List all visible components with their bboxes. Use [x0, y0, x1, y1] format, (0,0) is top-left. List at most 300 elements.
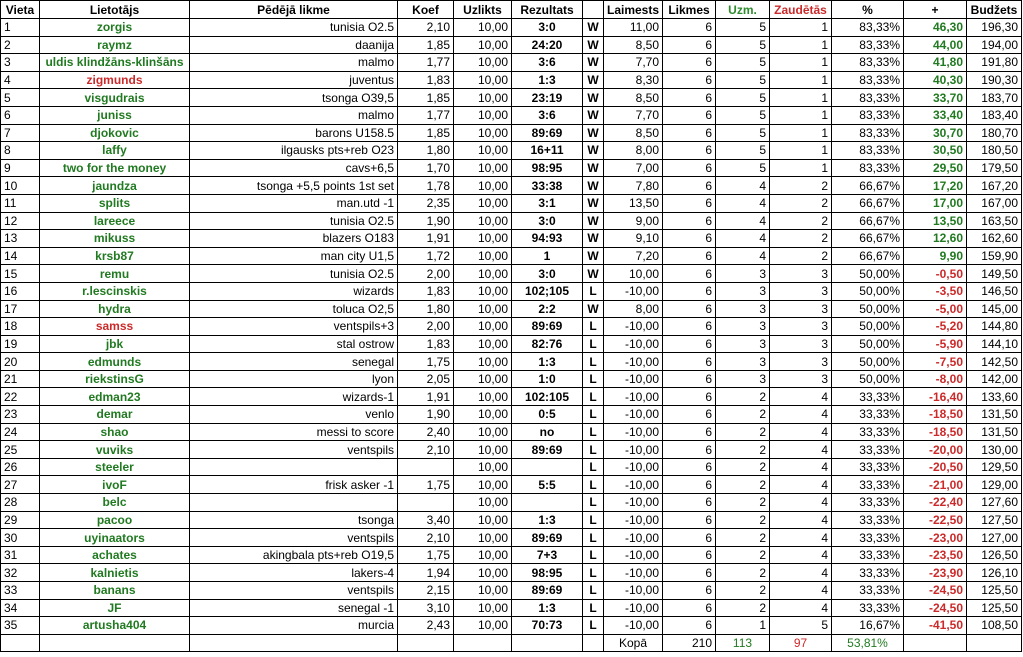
cell-user[interactable]: visgudrais: [40, 89, 190, 107]
cell-pedeja-likme[interactable]: senegal: [190, 353, 398, 371]
cell-uzm[interactable]: 3: [716, 265, 770, 283]
cell-laimests[interactable]: -10,00: [604, 388, 663, 406]
cell-budzets[interactable]: 167,20: [967, 177, 1022, 195]
cell-uzlikts[interactable]: 10,00: [454, 318, 512, 336]
cell-laimests[interactable]: -10,00: [604, 494, 663, 512]
cell-uzlikts[interactable]: 10,00: [454, 441, 512, 459]
cell-wl[interactable]: L: [583, 406, 604, 424]
cell-uzm[interactable]: 5: [716, 124, 770, 142]
cell-user[interactable]: splits: [40, 194, 190, 212]
cell-pedeja-likme[interactable]: tunisia O2.5: [190, 265, 398, 283]
cell-pedeja-likme[interactable]: wizards-1: [190, 388, 398, 406]
cell-wl[interactable]: L: [583, 511, 604, 529]
cell-wl[interactable]: W: [583, 300, 604, 318]
cell-vieta[interactable]: 3: [1, 54, 40, 72]
cell-plus[interactable]: 9,90: [904, 247, 967, 265]
cell-likmes[interactable]: 6: [663, 582, 716, 600]
cell-laimests[interactable]: -10,00: [604, 582, 663, 600]
cell-zaudetas[interactable]: 3: [770, 282, 832, 300]
cell-budzets[interactable]: 142,50: [967, 353, 1022, 371]
cell-vieta[interactable]: 25: [1, 441, 40, 459]
cell-zaudetas[interactable]: 2: [770, 177, 832, 195]
header-budzets[interactable]: Budžets: [967, 1, 1022, 19]
cell-koef[interactable]: 1,77: [398, 106, 454, 124]
cell-wl[interactable]: L: [583, 617, 604, 635]
cell-vieta[interactable]: 20: [1, 353, 40, 371]
cell-vieta[interactable]: 29: [1, 511, 40, 529]
cell-budzets[interactable]: 125,50: [967, 599, 1022, 617]
cell-budzets[interactable]: 159,90: [967, 247, 1022, 265]
cell-uzm[interactable]: 1: [716, 617, 770, 635]
cell-koef[interactable]: 1,80: [398, 142, 454, 160]
cell-likmes[interactable]: 6: [663, 142, 716, 160]
cell-uzlikts[interactable]: 10,00: [454, 177, 512, 195]
totals-likmes[interactable]: 210: [663, 634, 716, 652]
cell-uzm[interactable]: 4: [716, 212, 770, 230]
cell-pct[interactable]: 66,67%: [832, 247, 904, 265]
cell-uzm[interactable]: 3: [716, 370, 770, 388]
cell-vieta[interactable]: 1: [1, 19, 40, 37]
cell-uzlikts[interactable]: 10,00: [454, 142, 512, 160]
cell-zaudetas[interactable]: 1: [770, 54, 832, 72]
cell-pedeja-likme[interactable]: tunisia O2.5: [190, 212, 398, 230]
cell-koef[interactable]: 1,75: [398, 546, 454, 564]
header-uzm[interactable]: Uzm.: [716, 1, 770, 19]
cell-pct[interactable]: 83,33%: [832, 89, 904, 107]
cell-pct[interactable]: 50,00%: [832, 335, 904, 353]
cell-rezultats[interactable]: 1:3: [512, 511, 583, 529]
cell-rezultats[interactable]: 3:6: [512, 54, 583, 72]
cell-uzm[interactable]: 3: [716, 282, 770, 300]
cell-wl[interactable]: W: [583, 36, 604, 54]
cell-likmes[interactable]: 6: [663, 494, 716, 512]
totals-pct[interactable]: 53,81%: [832, 634, 904, 652]
cell-pct[interactable]: 50,00%: [832, 265, 904, 283]
cell-rezultats[interactable]: 23:19: [512, 89, 583, 107]
cell-zaudetas[interactable]: 2: [770, 194, 832, 212]
cell-budzets[interactable]: 142,00: [967, 370, 1022, 388]
cell-rezultats[interactable]: 98:95: [512, 159, 583, 177]
cell-pedeja-likme[interactable]: ventspils: [190, 529, 398, 547]
cell-vieta[interactable]: 30: [1, 529, 40, 547]
cell-vieta[interactable]: 17: [1, 300, 40, 318]
cell-pedeja-likme[interactable]: ventspils: [190, 441, 398, 459]
cell-budzets[interactable]: 183,70: [967, 89, 1022, 107]
cell-rezultats[interactable]: [512, 494, 583, 512]
cell-plus[interactable]: -23,90: [904, 564, 967, 582]
cell-uzm[interactable]: 3: [716, 300, 770, 318]
cell-plus[interactable]: 44,00: [904, 36, 967, 54]
cell-laimests[interactable]: -10,00: [604, 511, 663, 529]
cell-rezultats[interactable]: 3:0: [512, 212, 583, 230]
cell-pct[interactable]: 66,67%: [832, 230, 904, 248]
cell-rezultats[interactable]: 89:69: [512, 441, 583, 459]
cell-likmes[interactable]: 6: [663, 36, 716, 54]
header-koef[interactable]: Koef: [398, 1, 454, 19]
cell-koef[interactable]: 1,94: [398, 564, 454, 582]
cell-zaudetas[interactable]: 1: [770, 142, 832, 160]
cell-laimests[interactable]: -10,00: [604, 353, 663, 371]
header-wl[interactable]: [583, 1, 604, 19]
cell-pedeja-likme[interactable]: ventspils+3: [190, 318, 398, 336]
cell-zaudetas[interactable]: 3: [770, 300, 832, 318]
cell-pct[interactable]: 66,67%: [832, 177, 904, 195]
cell-budzets[interactable]: 146,50: [967, 282, 1022, 300]
header-likmes[interactable]: Likmes: [663, 1, 716, 19]
cell-user[interactable]: r.lescinskis: [40, 282, 190, 300]
cell-uzm[interactable]: 5: [716, 142, 770, 160]
cell-uzm[interactable]: 5: [716, 159, 770, 177]
cell-laimests[interactable]: 7,80: [604, 177, 663, 195]
cell-uzlikts[interactable]: 10,00: [454, 476, 512, 494]
cell-likmes[interactable]: 6: [663, 564, 716, 582]
cell-rezultats[interactable]: 16+11: [512, 142, 583, 160]
cell-vieta[interactable]: 34: [1, 599, 40, 617]
cell-pct[interactable]: 33,33%: [832, 423, 904, 441]
cell-koef[interactable]: 2,00: [398, 265, 454, 283]
cell-pct[interactable]: 50,00%: [832, 370, 904, 388]
cell-pedeja-likme[interactable]: tsonga +5,5 points 1st set: [190, 177, 398, 195]
cell-uzm[interactable]: 2: [716, 564, 770, 582]
cell-user[interactable]: raymz: [40, 36, 190, 54]
header-pedeja-likme[interactable]: Pēdējā likme: [190, 1, 398, 19]
cell-koef[interactable]: 1,91: [398, 230, 454, 248]
cell-laimests[interactable]: 8,30: [604, 71, 663, 89]
cell-wl[interactable]: W: [583, 247, 604, 265]
cell-zaudetas[interactable]: 4: [770, 511, 832, 529]
cell-pct[interactable]: 33,33%: [832, 564, 904, 582]
cell-budzets[interactable]: 127,00: [967, 529, 1022, 547]
cell-vieta[interactable]: 10: [1, 177, 40, 195]
cell-zaudetas[interactable]: 1: [770, 36, 832, 54]
cell-pedeja-likme[interactable]: tsonga O39,5: [190, 89, 398, 107]
cell-plus[interactable]: -5,90: [904, 335, 967, 353]
cell-pedeja-likme[interactable]: man city U1,5: [190, 247, 398, 265]
cell-plus[interactable]: 12,60: [904, 230, 967, 248]
cell-uzm[interactable]: 5: [716, 89, 770, 107]
cell-likmes[interactable]: 6: [663, 54, 716, 72]
cell-pedeja-likme[interactable]: murcia: [190, 617, 398, 635]
cell-laimests[interactable]: 13,50: [604, 194, 663, 212]
cell-likmes[interactable]: 6: [663, 230, 716, 248]
cell-user[interactable]: samss: [40, 318, 190, 336]
cell-vieta[interactable]: 16: [1, 282, 40, 300]
cell-pedeja-likme[interactable]: blazers O183: [190, 230, 398, 248]
cell-likmes[interactable]: 6: [663, 335, 716, 353]
cell-zaudetas[interactable]: 4: [770, 441, 832, 459]
cell-rezultats[interactable]: 1: [512, 247, 583, 265]
cell-vieta[interactable]: 7: [1, 124, 40, 142]
cell-koef[interactable]: 1,72: [398, 247, 454, 265]
cell-wl[interactable]: W: [583, 106, 604, 124]
cell-koef[interactable]: 2,00: [398, 318, 454, 336]
cell-vieta[interactable]: 19: [1, 335, 40, 353]
cell-pct[interactable]: 66,67%: [832, 212, 904, 230]
cell-uzm[interactable]: 2: [716, 476, 770, 494]
cell-rezultats[interactable]: 3:0: [512, 19, 583, 37]
cell-koef[interactable]: 1,85: [398, 89, 454, 107]
cell-wl[interactable]: L: [583, 582, 604, 600]
cell-wl[interactable]: W: [583, 124, 604, 142]
cell-uzm[interactable]: 3: [716, 353, 770, 371]
cell-pedeja-likme[interactable]: lakers-4: [190, 564, 398, 582]
cell-plus[interactable]: -8,00: [904, 370, 967, 388]
cell-rezultats[interactable]: 102;105: [512, 282, 583, 300]
cell-wl[interactable]: W: [583, 89, 604, 107]
cell-koef[interactable]: 2,40: [398, 423, 454, 441]
cell-plus[interactable]: 17,00: [904, 194, 967, 212]
cell-pedeja-likme[interactable]: stal ostrow: [190, 335, 398, 353]
cell-pct[interactable]: 33,33%: [832, 406, 904, 424]
cell-vieta[interactable]: 22: [1, 388, 40, 406]
cell-wl[interactable]: L: [583, 529, 604, 547]
cell-pct[interactable]: 83,33%: [832, 106, 904, 124]
cell-wl[interactable]: W: [583, 142, 604, 160]
cell-koef[interactable]: 2,05: [398, 370, 454, 388]
cell-pct[interactable]: 50,00%: [832, 300, 904, 318]
cell-laimests[interactable]: -10,00: [604, 370, 663, 388]
cell-zaudetas[interactable]: 1: [770, 19, 832, 37]
cell-pedeja-likme[interactable]: toluca O2,5: [190, 300, 398, 318]
cell-vieta[interactable]: 5: [1, 89, 40, 107]
cell-likmes[interactable]: 6: [663, 71, 716, 89]
cell-laimests[interactable]: -10,00: [604, 476, 663, 494]
cell-uzlikts[interactable]: 10,00: [454, 247, 512, 265]
cell-zaudetas[interactable]: 3: [770, 353, 832, 371]
cell-pedeja-likme[interactable]: venlo: [190, 406, 398, 424]
cell-likmes[interactable]: 6: [663, 212, 716, 230]
header-uzlikts[interactable]: Uzlikts: [454, 1, 512, 19]
cell-uzm[interactable]: 2: [716, 546, 770, 564]
cell-rezultats[interactable]: 0:5: [512, 406, 583, 424]
cell-uzlikts[interactable]: 10,00: [454, 599, 512, 617]
cell-wl[interactable]: W: [583, 159, 604, 177]
cell-budzets[interactable]: 191,80: [967, 54, 1022, 72]
cell-zaudetas[interactable]: 2: [770, 230, 832, 248]
cell-pedeja-likme[interactable]: ilgausks pts+reb O23: [190, 142, 398, 160]
cell-uzm[interactable]: 2: [716, 458, 770, 476]
cell-laimests[interactable]: -10,00: [604, 335, 663, 353]
cell-user[interactable]: jbk: [40, 335, 190, 353]
cell-zaudetas[interactable]: 3: [770, 370, 832, 388]
cell-zaudetas[interactable]: 2: [770, 212, 832, 230]
cell-rezultats[interactable]: 98:95: [512, 564, 583, 582]
cell-user[interactable]: mikuss: [40, 230, 190, 248]
cell-likmes[interactable]: 6: [663, 353, 716, 371]
cell-likmes[interactable]: 6: [663, 406, 716, 424]
cell-wl[interactable]: W: [583, 19, 604, 37]
cell-laimests[interactable]: -10,00: [604, 441, 663, 459]
cell-user[interactable]: achates: [40, 546, 190, 564]
cell-koef[interactable]: [398, 494, 454, 512]
cell-laimests[interactable]: -10,00: [604, 564, 663, 582]
cell-wl[interactable]: L: [583, 423, 604, 441]
cell-pct[interactable]: 33,33%: [832, 546, 904, 564]
cell-zaudetas[interactable]: 3: [770, 265, 832, 283]
cell-wl[interactable]: L: [583, 458, 604, 476]
cell-vieta[interactable]: 18: [1, 318, 40, 336]
cell-uzlikts[interactable]: 10,00: [454, 282, 512, 300]
cell-pct[interactable]: 83,33%: [832, 54, 904, 72]
cell-pct[interactable]: 33,33%: [832, 582, 904, 600]
cell-user[interactable]: ivoF: [40, 476, 190, 494]
cell-pedeja-likme[interactable]: cavs+6,5: [190, 159, 398, 177]
cell-uzm[interactable]: 5: [716, 36, 770, 54]
cell-uzlikts[interactable]: 10,00: [454, 54, 512, 72]
cell-laimests[interactable]: 9,00: [604, 212, 663, 230]
cell-pct[interactable]: 83,33%: [832, 124, 904, 142]
cell-uzlikts[interactable]: 10,00: [454, 617, 512, 635]
cell-uzlikts[interactable]: 10,00: [454, 106, 512, 124]
cell-vieta[interactable]: 24: [1, 423, 40, 441]
cell-plus[interactable]: 30,50: [904, 142, 967, 160]
cell-wl[interactable]: L: [583, 318, 604, 336]
cell-uzlikts[interactable]: 10,00: [454, 546, 512, 564]
totals-cell-empty[interactable]: [904, 634, 967, 652]
cell-plus[interactable]: 13,50: [904, 212, 967, 230]
cell-koef[interactable]: 1,91: [398, 388, 454, 406]
cell-uzlikts[interactable]: 10,00: [454, 194, 512, 212]
totals-cell-empty[interactable]: [454, 634, 512, 652]
cell-likmes[interactable]: 6: [663, 423, 716, 441]
header-laimests[interactable]: Laimests: [604, 1, 663, 19]
cell-uzm[interactable]: 2: [716, 441, 770, 459]
cell-laimests[interactable]: 8,50: [604, 36, 663, 54]
cell-pct[interactable]: 33,33%: [832, 441, 904, 459]
cell-uzlikts[interactable]: 10,00: [454, 230, 512, 248]
cell-uzlikts[interactable]: 10,00: [454, 494, 512, 512]
cell-uzlikts[interactable]: 10,00: [454, 423, 512, 441]
cell-zaudetas[interactable]: 4: [770, 599, 832, 617]
cell-rezultats[interactable]: no: [512, 423, 583, 441]
cell-zaudetas[interactable]: 2: [770, 247, 832, 265]
cell-user[interactable]: djokovic: [40, 124, 190, 142]
cell-user[interactable]: demar: [40, 406, 190, 424]
cell-uzlikts[interactable]: 10,00: [454, 124, 512, 142]
cell-user[interactable]: shao: [40, 423, 190, 441]
cell-budzets[interactable]: 194,00: [967, 36, 1022, 54]
cell-likmes[interactable]: 6: [663, 159, 716, 177]
cell-budzets[interactable]: 180,50: [967, 142, 1022, 160]
cell-pct[interactable]: 33,33%: [832, 511, 904, 529]
cell-uzm[interactable]: 2: [716, 582, 770, 600]
cell-laimests[interactable]: -10,00: [604, 318, 663, 336]
cell-laimests[interactable]: 8,50: [604, 89, 663, 107]
cell-wl[interactable]: W: [583, 71, 604, 89]
cell-uzm[interactable]: 2: [716, 599, 770, 617]
cell-likmes[interactable]: 6: [663, 476, 716, 494]
cell-vieta[interactable]: 33: [1, 582, 40, 600]
header-zaudetas[interactable]: Zaudētās: [770, 1, 832, 19]
cell-wl[interactable]: L: [583, 370, 604, 388]
header-pct[interactable]: %: [832, 1, 904, 19]
cell-wl[interactable]: W: [583, 212, 604, 230]
totals-uzm[interactable]: 113: [716, 634, 770, 652]
cell-rezultats[interactable]: 89:69: [512, 529, 583, 547]
cell-wl[interactable]: L: [583, 599, 604, 617]
cell-zaudetas[interactable]: 3: [770, 318, 832, 336]
cell-likmes[interactable]: 6: [663, 89, 716, 107]
cell-likmes[interactable]: 6: [663, 388, 716, 406]
cell-budzets[interactable]: 144,10: [967, 335, 1022, 353]
totals-cell-empty[interactable]: [512, 634, 583, 652]
cell-wl[interactable]: W: [583, 265, 604, 283]
cell-vieta[interactable]: 4: [1, 71, 40, 89]
cell-uzlikts[interactable]: 10,00: [454, 265, 512, 283]
cell-vieta[interactable]: 32: [1, 564, 40, 582]
cell-uzlikts[interactable]: 10,00: [454, 511, 512, 529]
cell-laimests[interactable]: 8,00: [604, 142, 663, 160]
cell-pedeja-likme[interactable]: [190, 494, 398, 512]
cell-rezultats[interactable]: 82:76: [512, 335, 583, 353]
cell-koef[interactable]: 1,78: [398, 177, 454, 195]
cell-budzets[interactable]: 125,50: [967, 582, 1022, 600]
cell-budzets[interactable]: 162,60: [967, 230, 1022, 248]
cell-uzlikts[interactable]: 10,00: [454, 353, 512, 371]
cell-plus[interactable]: -16,40: [904, 388, 967, 406]
cell-likmes[interactable]: 6: [663, 617, 716, 635]
cell-uzlikts[interactable]: 10,00: [454, 335, 512, 353]
cell-rezultats[interactable]: 7+3: [512, 546, 583, 564]
cell-budzets[interactable]: 130,00: [967, 441, 1022, 459]
cell-rezultats[interactable]: 3:6: [512, 106, 583, 124]
cell-vieta[interactable]: 13: [1, 230, 40, 248]
cell-likmes[interactable]: 6: [663, 300, 716, 318]
cell-likmes[interactable]: 6: [663, 318, 716, 336]
cell-zaudetas[interactable]: 4: [770, 476, 832, 494]
cell-uzm[interactable]: 2: [716, 406, 770, 424]
cell-likmes[interactable]: 6: [663, 124, 716, 142]
cell-zaudetas[interactable]: 4: [770, 564, 832, 582]
cell-likmes[interactable]: 6: [663, 194, 716, 212]
cell-rezultats[interactable]: 1:3: [512, 353, 583, 371]
cell-user[interactable]: banans: [40, 582, 190, 600]
cell-wl[interactable]: W: [583, 194, 604, 212]
cell-uzm[interactable]: 2: [716, 511, 770, 529]
cell-laimests[interactable]: -10,00: [604, 599, 663, 617]
cell-uzm[interactable]: 2: [716, 494, 770, 512]
cell-uzm[interactable]: 5: [716, 19, 770, 37]
cell-pedeja-likme[interactable]: tunisia O2.5: [190, 19, 398, 37]
totals-cell-empty[interactable]: [967, 634, 1022, 652]
cell-pct[interactable]: 83,33%: [832, 142, 904, 160]
cell-laimests[interactable]: -10,00: [604, 529, 663, 547]
cell-zaudetas[interactable]: 1: [770, 159, 832, 177]
totals-zaudetas[interactable]: 97: [770, 634, 832, 652]
cell-pct[interactable]: 50,00%: [832, 318, 904, 336]
cell-rezultats[interactable]: 94:93: [512, 230, 583, 248]
cell-plus[interactable]: -7,50: [904, 353, 967, 371]
cell-likmes[interactable]: 6: [663, 19, 716, 37]
cell-pedeja-likme[interactable]: tsonga: [190, 511, 398, 529]
cell-uzm[interactable]: 4: [716, 230, 770, 248]
cell-wl[interactable]: L: [583, 441, 604, 459]
header-vieta[interactable]: Vieta: [1, 1, 40, 19]
cell-uzm[interactable]: 4: [716, 177, 770, 195]
cell-zaudetas[interactable]: 5: [770, 617, 832, 635]
cell-zaudetas[interactable]: 4: [770, 582, 832, 600]
cell-koef[interactable]: 3,10: [398, 599, 454, 617]
cell-uzlikts[interactable]: 10,00: [454, 406, 512, 424]
cell-laimests[interactable]: 7,70: [604, 54, 663, 72]
cell-laimests[interactable]: -10,00: [604, 546, 663, 564]
cell-uzm[interactable]: 2: [716, 388, 770, 406]
cell-pct[interactable]: 83,33%: [832, 36, 904, 54]
cell-rezultats[interactable]: 1:3: [512, 599, 583, 617]
cell-user[interactable]: steeler: [40, 458, 190, 476]
cell-likmes[interactable]: 6: [663, 247, 716, 265]
cell-budzets[interactable]: 149,50: [967, 265, 1022, 283]
